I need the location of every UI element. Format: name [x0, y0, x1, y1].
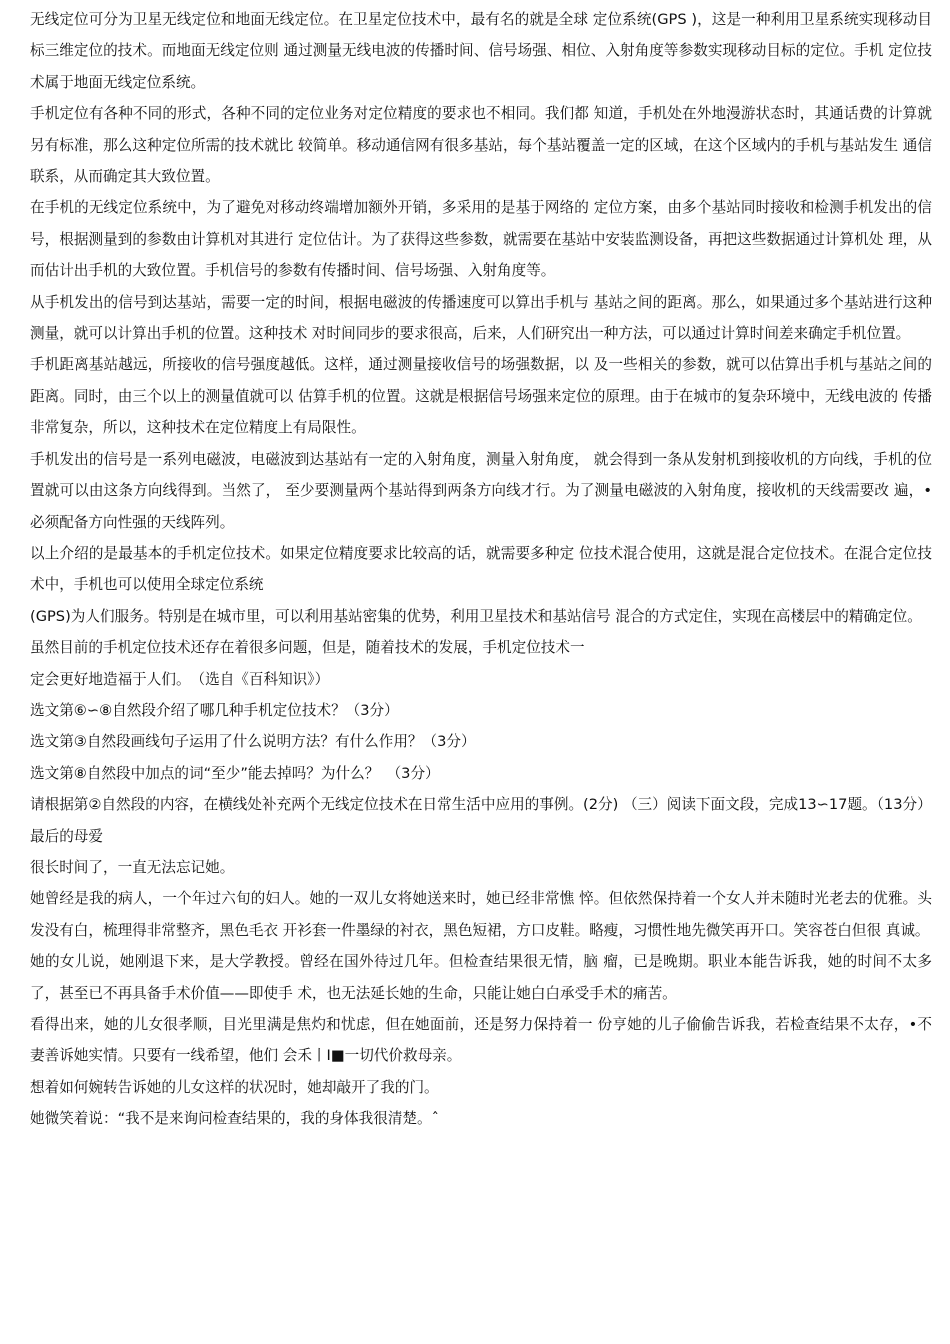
paragraph-roaming: 手机定位有各种不同的形式，各种不同的定位业务对定位精度的要求也不相同。我们都 知道，手机处在外地漫游状态时，其通话费的计算就另有标准，那么这种定位所需的技术就比 较简单。移动通信网有很多基站，每个基站覆盖一定的区域，在这个区域内的手机与基站发生 通信联系，从而确定其大致位置。	[30, 105, 932, 186]
question-4: 请根据第②自然段的内容，在横线处补充两个无线定位技术在日常生活中应用的事例。(2分) （三）阅读下面文段，完成13∽17题。（13分）	[30, 796, 932, 814]
paragraph-time: 从手机发出的信号到达基站，需要一定的时间，根据电磁波的传播速度可以算出手机与 基站之间的距离。那么，如果通过多个基站进行这种测量，就可以计算出手机的位置。这种技术 对时间同步的要求很高，后来，人们研究出一种方法，可以通过计算时间差来确定手机位置。	[30, 293, 932, 343]
story-paragraph-6: 她微笑着说：“我不是来询问检查结果的，我的身体我很清楚。ˆ	[30, 1110, 439, 1128]
question-3: 选文第⑧自然段中加点的词“至少”能去掉吗？为什么？ （3分）	[30, 764, 440, 782]
question-2: 选文第③自然段画线句子运用了什么说明方法？有什么作用？（3分）	[30, 733, 476, 751]
paragraph-gps: (GPS)为人们服务。特别是在城市里，可以利用基站密集的优势，利用卫星技术和基站信号 混合的方式定住，实现在高楼层中的精确定位。	[30, 607, 922, 625]
paragraph-outlook: 虽然目前的手机定位技术还存在着很多问题，但是，随着技术的发展，手机定位技术一	[30, 639, 585, 657]
paragraph-field-strength: 手机距离基站越远，所接收的信号强度越低。这样，通过测量接收信号的场强数据，以 及一些相关的参数，就可以估算出手机与基站之间的距离。同时，由三个以上的测量值就可以 估算手机的位置。这就是根据信号场强来定位的原理。由于在城市的复杂环境中，无线电波的 传播非常复杂，所以，这种技术在定位精度上有局限性。	[30, 356, 932, 437]
question-1: 选文第⑥∽⑧自然段介绍了哪几种手机定位技术？（3分）	[30, 701, 399, 719]
story-paragraph-3: 她的女儿说，她刚退下来，是大学教授。曾经在国外待过几年。但检查结果很无情，脑 瘤，已是晚期。职业本能告诉我，她的时间不太多了，甚至已不再具备手术价值——即使手 术，也无法延长她的生命，只能让她白白承受手术的痛苦。	[30, 953, 932, 1002]
paragraph-intro: 无线定位可分为卫星无线定位和地面无线定位。在卫星定位技术中，最有名的就是全球 定位系统(GPS )，这是一种利用卫星系统实现移动目标三维定位的技术。而地面无线定位则 通过测量无线电波的传播时间、信号场强、相位、入射角度等参数实现移动目标的定位。手机 定位技术属于地面无线定位系统。	[30, 11, 932, 91]
story-paragraph-5: 想着如何婉转告诉她的儿女这样的状况时，她却敲开了我的门。	[30, 1078, 439, 1096]
paragraph-source: 定会更好地造福于人们。 （选自《百科知识》）	[30, 670, 330, 688]
story-paragraph-2: 她曾经是我的病人，一个年过六旬的妇人。她的一双儿女将她送来时，她已经非常憔 悴。但依然保持着一个女人并未随时光老去的优雅。头发没有白，梳理得非常整齐，黑色毛衣 开衫套一件墨绿的衬衣，黑色短裙，方口皮鞋。略瘦，习惯性地先微笑再开口。笑容苍白但很 真诚。	[30, 890, 932, 939]
paragraph-network: 在手机的无线定位系统中，为了避免对移动终端增加额外开销，多采用的是基于网络的 定位方案，由多个基站同时接收和检测手机发出的信号，根据测量到的参数由计算机对其进行 定位估计。为了获得这些参数，就需要在基站中安装监测设备，再把这些数据通过计算机处 理，从而估计出手机的大致位置。手机信号的参数有传播时间、信号场强、入射角度等。	[30, 199, 932, 280]
story-title: 最后的母爱	[30, 827, 103, 845]
paragraph-angle: 手机发出的信号是一系列电磁波，电磁波到达基站有一定的入射角度，测量入射角度， 就会得到一条从发射机到接收机的方向线，手机的位置就可以由这条方向线得到。当然了， 至少要测量两个基站得到两条方向线才行。为了测量电磁波的入射角度，接收机的天线需要改 遍，•必须配备方向性强的天线阵列。	[30, 450, 932, 531]
story-paragraph-4: 看得出来，她的儿女很孝顺，目光里满是焦灼和忧虑，但在她面前，还是努力保持着一 份亨她的儿子偷偷告诉我，若检查结果不太存，•不妻善诉她实情。只要有一线希望，他们 会禾丨I■一切代价救母亲。	[30, 1016, 932, 1065]
paragraph-hybrid: 以上介绍的是最基本的手机定位技术。如果定位精度要求比较高的话，就需要多种定 位技术混合使用，这就是混合定位技术。在混合定位技术中，手机也可以使用全球定位系统	[30, 544, 932, 594]
story-paragraph-1: 很长时间了，一直无法忘记她。	[30, 858, 235, 876]
